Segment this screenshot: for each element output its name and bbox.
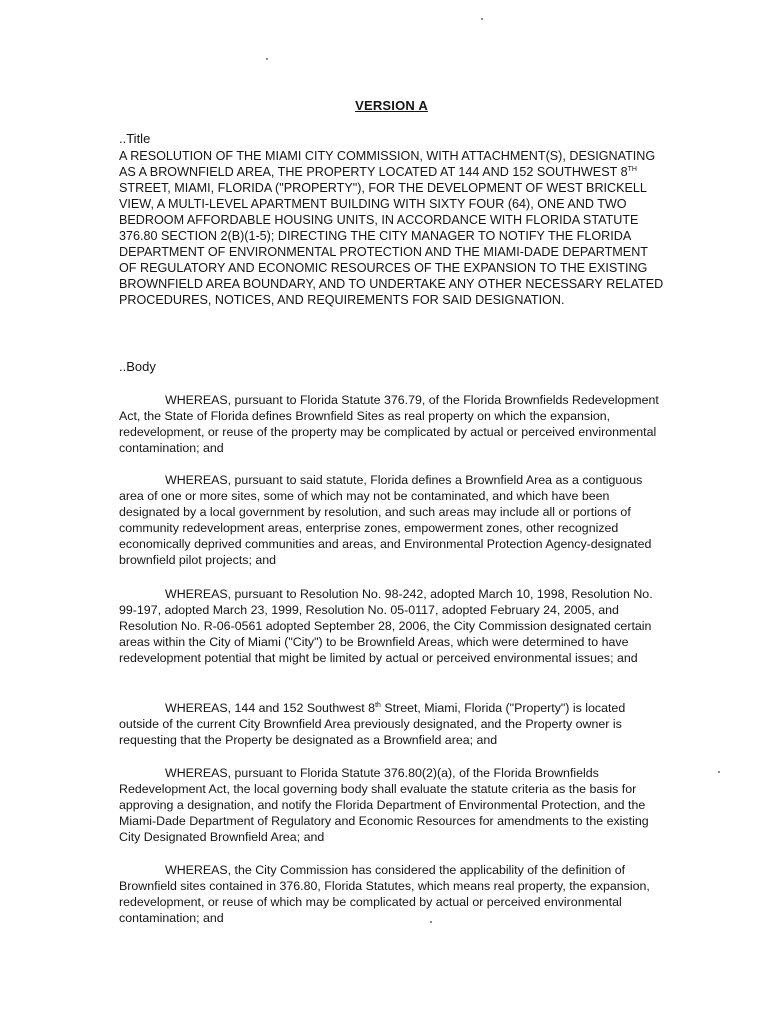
whereas-paragraph-3: WHEREAS, pursuant to Resolution No. 98-242, adopted March 10, 1998, Resolution No. 99-197, adopted March 23, 1999, Resolution No. 05-0117, adopted February 24, 2005, and Resolution No. R-06-0561 adopted September 28, 2006, the City Commission designated certain areas within the City of Miami ("City") to be Brownfield Areas, which were determined to have redevelopment potential that might be limited by actual or perceived environmental issues; and xyxy=(119,587,653,665)
whereas-paragraph-2: WHEREAS, pursuant to said statute, Florida defines a Brownfield Area as a contiguous area of one or more sites, some of which may not be contaminated, and which have been designated by a local government by resolution, and such areas may include all or portions of community redevelopment areas, enterprise zones, empowerment zones, other recognized economically deprived communities and areas, and Environmental Protection Agency-designated brownfield pilot projects; and xyxy=(119,473,652,567)
whereas-paragraph-4 xyxy=(119,700,664,748)
title-label: ..Title xyxy=(119,131,151,146)
whereas-paragraph-5: WHEREAS, pursuant to Florida Statute 376.80(2)(a), of the Florida Brownfields Redevelopment Act, the local governing body shall evaluate the statute criteria as the basis for approving a designation, and notify the Florida Department of Environmental Protection, and the Miami-Dade Department of Regulatory and Economic Resources for amendments to the existing City Designated Brownfield Area; and xyxy=(119,766,649,844)
scan-speck xyxy=(481,18,483,20)
body-label: ..Body xyxy=(119,359,156,374)
scan-speck xyxy=(266,58,268,60)
resolution-title xyxy=(119,148,664,308)
whereas-paragraph-1: WHEREAS, pursuant to Florida Statute 376.79, of the Florida Brownfields Redevelopment Act, the State of Florida defines Brownfield Sites as real property on which the expansion, redevelopment, or reuse of the property may be complicated by actual or perceived environmental contamination; and xyxy=(119,393,659,455)
resolution-title-part2: STREET, MIAMI, FLORIDA ("PROPERTY"), FOR THE DEVELOPMENT OF WEST BRICKELL VIEW, A MULTI-LEVEL APARTMENT BUILDING WITH SIXTY FOUR (64), ONE AND TWO BEDROOM AFFORDABLE HOUSING UNITS, IN ACCORDANCE WITH FLORIDA STATUTE 376.80 SECTION 2(B)(1-5); DIRECTING THE CITY MANAGER TO NOTIFY THE FLORIDA DEPARTMENT OF ENVIRONMENTAL PROTECTION AND THE MIAMI-DADE DEPARTMENT OF REGULATORY AND ECONOMIC RESOURCES OF THE EXPANSION TO THE EXISTING BROWNFIELD AREA BOUNDARY, AND TO UNDERTAKE ANY OTHER NECESSARY RELATED PROCEDURES, NOTICES, AND REQUIREMENTS FOR SAID DESIGNATION. xyxy=(119,181,664,307)
whereas-paragraph-4-part1: WHEREAS, 144 and 152 Southwest 8 xyxy=(165,701,376,715)
ordinal-suffix: th xyxy=(375,702,381,709)
whereas-paragraph-6: WHEREAS, the City Commission has considered the applicability of the definition of Brownfield sites contained in 376.80, Florida Statutes, which means real property, the expansion, redevelopment, or reuse of which may be complicated by actual or perceived environmental contamination; and xyxy=(119,863,650,925)
ordinal-suffix: TH xyxy=(627,166,637,173)
whereas-paragraph-4-part2: Street, Miami, Florida ("Property") is located outside of the current City Brownfield Area previously designated, and the Property owner is requesting that the Property be designated as a Brownfield area; and xyxy=(119,701,626,747)
version-heading: VERSION A xyxy=(355,98,428,113)
resolution-title-part1: A RESOLUTION OF THE MIAMI CITY COMMISSION, WITH ATTACHMENT(S), DESIGNATING AS A BROWNFIELD AREA, THE PROPERTY LOCATED AT 144 AND 152 SOUTHWEST 8 xyxy=(119,149,656,179)
scan-speck xyxy=(718,771,720,773)
